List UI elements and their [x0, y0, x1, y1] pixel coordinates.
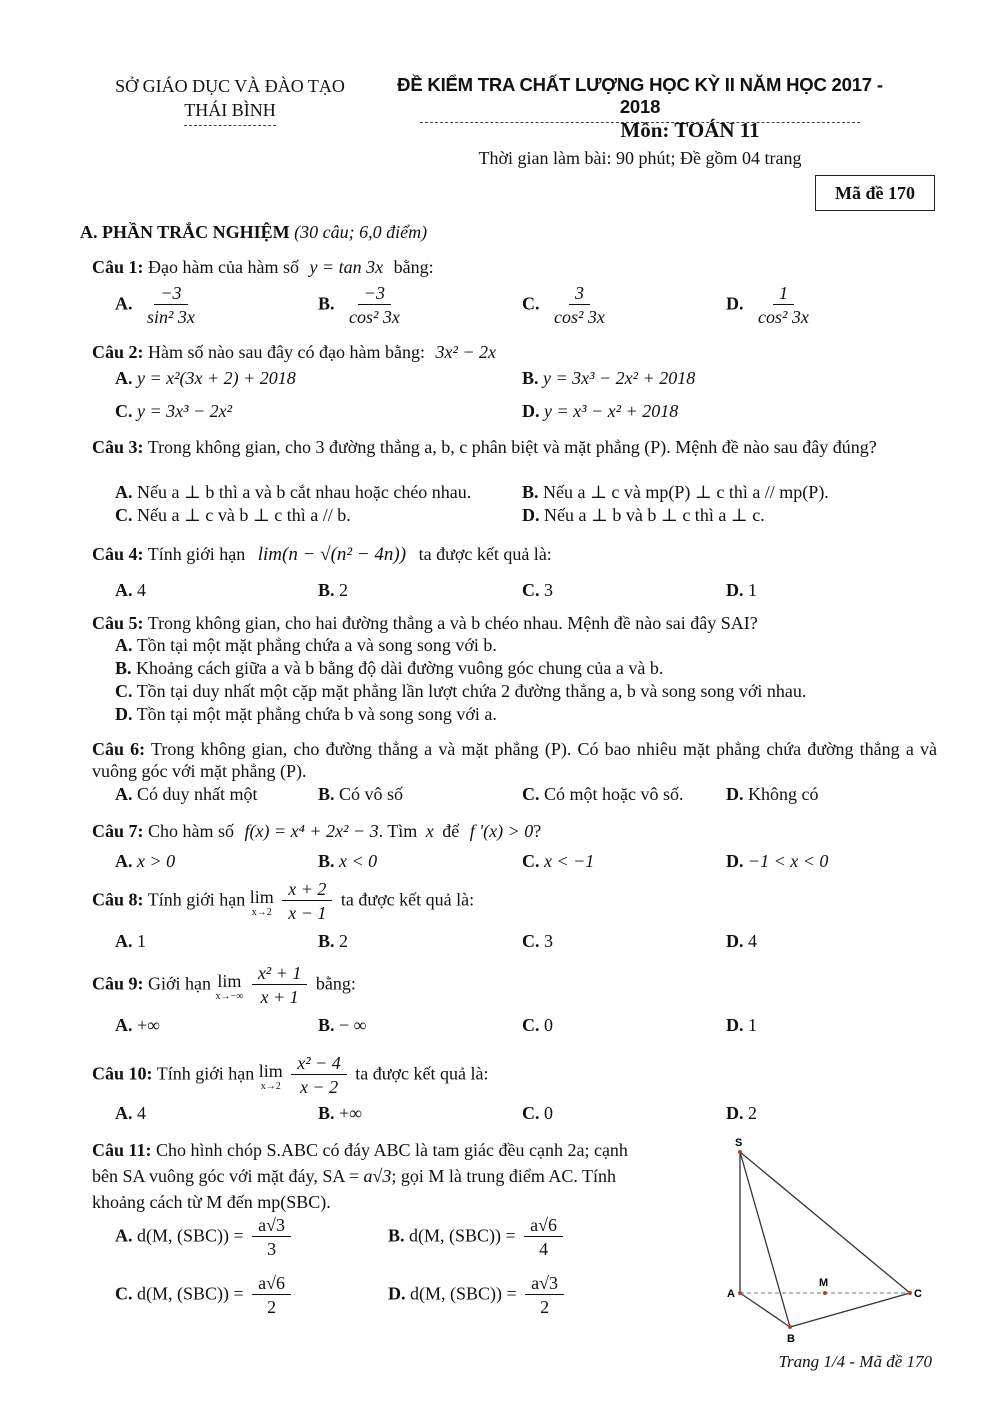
q4-tail: ta được kết quả là:	[418, 544, 552, 564]
q7-option-a[interactable]	[115, 851, 175, 872]
option-text: 1	[137, 931, 146, 951]
denominator: x + 1	[260, 987, 299, 1007]
limit	[250, 886, 274, 918]
q1-expr: y = tan 3x	[309, 257, 384, 277]
fraction	[548, 282, 611, 329]
numerator: 3	[569, 282, 590, 305]
option-text: Nếu a ⊥ c và b ⊥ c thì a // b.	[137, 505, 351, 525]
denominator: sin² 3x	[147, 307, 195, 327]
option-text: Không có	[748, 784, 819, 804]
q8-option-b[interactable]	[318, 931, 348, 952]
option-text: 3	[544, 931, 553, 951]
option-letter: C.	[115, 505, 133, 525]
option-letter: B.	[318, 1015, 335, 1035]
q7-option-c[interactable]	[522, 851, 594, 872]
q8-label: Câu 8:	[92, 889, 144, 910]
q6-option-c[interactable]	[522, 784, 684, 805]
lim-sub: x→−∞	[215, 990, 244, 1002]
question-6	[92, 738, 937, 782]
fraction	[525, 1272, 564, 1319]
q7-option-b[interactable]	[318, 851, 377, 872]
denominator: cos² 3x	[554, 307, 605, 327]
fraction	[752, 282, 815, 329]
q2-option-d[interactable]	[522, 401, 678, 422]
q3-option-d[interactable]	[522, 505, 765, 526]
q6-option-b[interactable]	[318, 784, 403, 805]
denominator: 3	[267, 1239, 277, 1259]
lim-word: lim	[249, 886, 274, 907]
option-letter: A.	[115, 482, 133, 502]
q8-option-c[interactable]	[522, 931, 553, 952]
q2-option-c[interactable]	[115, 401, 232, 422]
option-text: 2	[339, 580, 349, 600]
q4-text: Tính giới hạn	[147, 544, 246, 564]
option-letter: C.	[522, 784, 540, 804]
lim-word: lim	[217, 970, 242, 991]
question-9	[92, 962, 937, 1009]
option-letter: B.	[318, 931, 335, 951]
q2-expr: 3x² − 2x	[435, 342, 496, 362]
q5-option-d[interactable]	[115, 704, 497, 725]
q11-option-b[interactable]	[388, 1214, 567, 1261]
q5-text: Trong không gian, cho hai đường thẳng a và b chéo nhau. Mệnh đề nào sai đây SAI?	[147, 613, 758, 633]
q11-option-d[interactable]	[388, 1272, 568, 1319]
option-letter: A.	[115, 368, 133, 388]
option-text: 0	[544, 1015, 553, 1035]
option-letter: D.	[726, 293, 744, 314]
fraction	[343, 282, 406, 329]
option-lhs: d(M, (SBC)) =	[137, 1283, 244, 1304]
point-m	[823, 1291, 827, 1295]
option-text: 1	[748, 1015, 757, 1035]
fraction	[252, 962, 308, 1009]
fraction	[291, 1052, 347, 1099]
option-letter: D.	[726, 1015, 744, 1035]
q11-line2b: ; gọi M là trung điểm AC. Tính	[391, 1166, 617, 1186]
q8-text: Tính giới hạn	[147, 889, 246, 910]
question-5	[92, 612, 937, 634]
option-letter: B.	[318, 293, 335, 314]
denominator: x − 2	[299, 1077, 339, 1097]
denominator: cos² 3x	[349, 307, 400, 327]
q9-option-b[interactable]	[318, 1015, 367, 1036]
q6-label: Câu 6:	[92, 739, 146, 759]
q9-option-a[interactable]	[115, 1015, 160, 1036]
point-a	[738, 1291, 742, 1295]
q11-line3: khoảng cách từ M đến mp(SBC).	[92, 1192, 331, 1212]
q10-tail: ta được kết quả là:	[355, 1063, 489, 1084]
q5-label: Câu 5:	[92, 613, 144, 633]
q11-label: Câu 11:	[92, 1140, 152, 1160]
numerator: −3	[358, 282, 391, 305]
lim-sub: x→2	[251, 906, 272, 918]
option-letter: B.	[388, 1225, 405, 1246]
numerator: x² + 1	[252, 962, 308, 985]
option-text: Có một hoặc vô số.	[544, 784, 684, 804]
option-letter: A.	[115, 1103, 133, 1123]
option-text: Nếu a ⊥ b và b ⊥ c thì a ⊥ c.	[544, 505, 765, 525]
option-letter: D.	[726, 851, 744, 871]
q10-label: Câu 10:	[92, 1063, 153, 1084]
q10-option-d[interactable]	[726, 1103, 757, 1124]
exam-header	[380, 74, 900, 123]
option-letter: C.	[115, 1283, 133, 1304]
limit	[259, 1060, 283, 1092]
q11-option-a[interactable]	[115, 1214, 295, 1261]
point-s	[738, 1150, 742, 1154]
option-letter: B.	[522, 482, 539, 502]
q7-tail: ?	[533, 821, 542, 841]
q11-line1: Cho hình chóp S.ABC có đáy ABC là tam giác đều cạnh 2a; cạnh	[156, 1140, 628, 1160]
q5-option-c[interactable]	[115, 681, 806, 702]
q1-option-b[interactable]	[318, 282, 410, 329]
q7-mid2: để	[442, 821, 460, 841]
numerator: a√3	[525, 1272, 564, 1295]
option-letter: D.	[726, 1103, 744, 1123]
q7-text: Cho hàm số	[148, 821, 235, 841]
option-letter: A.	[115, 635, 133, 655]
label-c: C	[914, 1288, 922, 1300]
denominator: cos² 3x	[758, 307, 809, 327]
question-2	[92, 341, 937, 363]
header-divider	[184, 125, 276, 126]
denominator: 2	[540, 1297, 550, 1317]
q2-text: Hàm số nào sau đây có đạo hàm bằng:	[148, 342, 425, 362]
time-info: Thời gian làm bài: 90 phút; Đề gồm 04 trang	[478, 148, 802, 168]
option-letter: A.	[115, 851, 133, 871]
section-title	[80, 222, 427, 243]
question-7	[92, 820, 937, 842]
numerator: x² − 4	[291, 1052, 347, 1075]
q7-mid: . Tìm	[378, 821, 418, 841]
q8-option-d[interactable]	[726, 931, 757, 952]
question-1	[92, 256, 937, 278]
lim-sub: x→2	[260, 1080, 281, 1092]
option-letter: C.	[522, 293, 540, 314]
option-letter: C.	[522, 1103, 540, 1123]
option-lhs: d(M, (SBC)) =	[137, 1225, 244, 1246]
option-text: − ∞	[339, 1015, 367, 1035]
q3-option-b[interactable]	[522, 482, 829, 503]
q7-cond: f '(x) > 0	[469, 821, 534, 841]
option-text: Có vô số	[339, 784, 404, 804]
question-3	[92, 436, 937, 458]
option-letter: B.	[318, 784, 335, 804]
option-text: y = 3x³ − 2x² + 2018	[543, 368, 696, 388]
option-letter: B.	[522, 368, 539, 388]
q5-option-b[interactable]	[115, 658, 663, 679]
q9-option-d[interactable]	[726, 1015, 757, 1036]
department-line1: SỞ GIÁO DỤC VÀ ĐÀO TẠO	[115, 76, 345, 96]
q5-option-a[interactable]	[115, 635, 497, 656]
q9-label: Câu 9:	[92, 973, 144, 994]
subject: Môn: TOÁN 11	[620, 118, 760, 142]
q2-label: Câu 2:	[92, 342, 144, 362]
option-text: +∞	[137, 1015, 160, 1035]
option-text: y = x²(3x + 2) + 2018	[137, 368, 296, 388]
option-letter: C.	[522, 1015, 540, 1035]
q6-option-d[interactable]	[726, 784, 819, 805]
numerator: 1	[773, 282, 794, 305]
option-text: x < −1	[544, 851, 595, 871]
lim-word: lim	[258, 1060, 283, 1081]
option-letter: B.	[115, 658, 132, 678]
q4-option-a[interactable]	[115, 580, 146, 601]
q3-option-c[interactable]	[115, 505, 351, 526]
question-11	[92, 1137, 712, 1215]
q10-option-b[interactable]	[318, 1103, 362, 1124]
numerator: a√6	[524, 1214, 563, 1237]
exam-code-box: Mã đề 170	[815, 175, 935, 211]
department-header	[95, 74, 365, 126]
option-letter: D.	[115, 704, 133, 724]
q7-var: x	[425, 821, 434, 841]
department-line2: THÁI BÌNH	[184, 100, 276, 120]
option-letter: D.	[522, 505, 540, 525]
option-text: x > 0	[137, 851, 176, 871]
numerator: x + 2	[282, 878, 332, 901]
option-text: x < 0	[339, 851, 378, 871]
denominator: x − 1	[288, 903, 327, 923]
q3-text: Trong không gian, cho 3 đường thẳng a, b, c phân biệt và mặt phẳng (P). Mệnh đề nào sau đây đúng?	[147, 437, 877, 457]
page-footer: Trang 1/4 - Mã đề 170	[778, 1352, 932, 1371]
option-text: 3	[544, 580, 553, 600]
question-10	[92, 1052, 937, 1099]
q1-option-c[interactable]	[522, 282, 615, 329]
option-text: y = 3x³ − 2x²	[137, 401, 233, 421]
question-8	[92, 878, 937, 925]
option-letter: C.	[522, 851, 540, 871]
q11-option-c[interactable]	[115, 1272, 295, 1319]
option-text: Nếu a ⊥ c và mp(P) ⊥ c thì a // mp(P).	[543, 482, 829, 502]
option-lhs: d(M, (SBC)) =	[410, 1283, 517, 1304]
option-letter: B.	[318, 1103, 335, 1123]
q10-option-c[interactable]	[522, 1103, 553, 1124]
fraction	[252, 1214, 291, 1261]
option-text: Khoảng cách giữa a và b bằng độ dài đường vuông góc chung của a và b.	[136, 658, 664, 678]
option-text: Có duy nhất một	[137, 784, 258, 804]
q7-label: Câu 7:	[92, 821, 144, 841]
q4-option-b[interactable]	[318, 580, 348, 601]
edge-ab	[740, 1293, 790, 1327]
q10-text: Tính giới hạn	[156, 1063, 255, 1084]
numerator: a√3	[252, 1214, 291, 1237]
option-text: 0	[544, 1103, 553, 1123]
q6-text: Trong không gian, cho đường thẳng a và mặt phẳng (P). Có bao nhiêu mặt phẳng chứa đường thẳng a và vuông góc với mặt phẳng (P).	[92, 739, 937, 781]
option-letter: A.	[115, 784, 133, 804]
q3-label: Câu 3:	[92, 437, 144, 457]
option-letter: A.	[115, 1225, 133, 1246]
option-text: −1 < x < 0	[748, 851, 829, 871]
denominator: 2	[267, 1297, 277, 1317]
exam-title: ĐỀ KIỂM TRA CHẤT LƯỢNG HỌC KỲ II NĂM HỌC 2017 - 2018	[397, 74, 883, 117]
option-text: Tồn tại một mặt phẳng chứa a và song song với b.	[136, 635, 497, 655]
q7-option-d[interactable]	[726, 851, 828, 872]
section-heading: A. PHẦN TRẮC NGHIỆM	[80, 222, 290, 242]
option-letter: A.	[115, 931, 133, 951]
option-letter: C.	[115, 681, 133, 701]
q8-tail: ta được kết quả là:	[340, 889, 475, 910]
limit	[216, 970, 244, 1002]
q2-option-b[interactable]	[522, 368, 695, 389]
q11-sa: a√3	[363, 1166, 392, 1186]
q4-option-c[interactable]	[522, 580, 553, 601]
option-letter: D.	[726, 580, 744, 600]
q11-line2a: bên SA vuông góc với mặt đáy, SA =	[92, 1166, 359, 1186]
q9-option-c[interactable]	[522, 1015, 553, 1036]
q7-expr: f(x) = x⁴ + 2x² − 3	[244, 821, 379, 841]
fraction	[141, 282, 201, 329]
option-letter: D.	[388, 1283, 406, 1304]
numerator: −3	[154, 282, 187, 305]
option-letter: C.	[115, 401, 133, 421]
q1-text: Đạo hàm của hàm số	[148, 257, 299, 277]
option-letter: B.	[318, 580, 335, 600]
numerator: a√6	[252, 1272, 291, 1295]
option-text: Tồn tại một mặt phẳng chứa b và song song với a.	[136, 704, 497, 724]
label-b: B	[787, 1333, 795, 1345]
option-text: y = x³ − x² + 2018	[544, 401, 679, 421]
option-letter: B.	[318, 851, 335, 871]
option-text: 1	[748, 580, 757, 600]
option-letter: A.	[115, 1015, 133, 1035]
q2-option-a[interactable]	[115, 368, 296, 389]
q9-tail: bằng:	[315, 973, 356, 994]
option-letter: D.	[726, 784, 744, 804]
q4-expr: lim(n − √(n² − 4n))	[257, 544, 407, 565]
option-lhs: d(M, (SBC)) =	[409, 1225, 516, 1246]
option-letter: D.	[522, 401, 540, 421]
q4-option-d[interactable]	[726, 580, 757, 601]
q10-option-a[interactable]	[115, 1103, 146, 1124]
edge-sc	[740, 1152, 910, 1293]
label-m: M	[819, 1277, 829, 1289]
option-text: 4	[137, 1103, 146, 1123]
point-c	[908, 1291, 912, 1295]
q1-option-a[interactable]	[115, 282, 205, 329]
option-text: Nếu a ⊥ b thì a và b cắt nhau hoặc chéo nhau.	[137, 482, 472, 502]
option-text: Tồn tại duy nhất một cặp mặt phẳng lần lượt chứa 2 đường thẳng a, b và song song với nhau.	[136, 681, 807, 701]
question-4	[92, 543, 937, 566]
option-letter: C.	[522, 931, 540, 951]
option-letter: A.	[115, 580, 133, 600]
q6-option-a[interactable]	[115, 784, 258, 805]
denominator: 4	[539, 1239, 549, 1259]
point-b	[788, 1325, 792, 1329]
option-text: 2	[748, 1103, 757, 1123]
fraction	[524, 1214, 563, 1261]
q4-label: Câu 4:	[92, 544, 144, 564]
option-letter: A.	[115, 293, 133, 314]
option-text: 4	[137, 580, 146, 600]
option-text: +∞	[339, 1103, 362, 1123]
fraction	[252, 1272, 291, 1319]
label-s: S	[735, 1137, 743, 1149]
edge-sb	[740, 1152, 790, 1327]
q1-tail: bằng:	[393, 257, 434, 277]
pyramid-figure	[715, 1130, 935, 1350]
option-letter: C.	[522, 580, 540, 600]
fraction	[282, 878, 332, 925]
edge-bc	[790, 1293, 910, 1327]
option-text: 4	[748, 931, 757, 951]
q3-option-a[interactable]	[115, 482, 471, 503]
q9-text: Giới hạn	[148, 973, 212, 994]
q1-label: Câu 1:	[92, 257, 144, 277]
label-a: A	[727, 1288, 735, 1300]
section-note: (30 câu; 6,0 điểm)	[294, 222, 428, 242]
option-letter: D.	[726, 931, 744, 951]
q1-option-d[interactable]	[726, 282, 819, 329]
option-text: 2	[339, 931, 349, 951]
q8-option-a[interactable]	[115, 931, 146, 952]
